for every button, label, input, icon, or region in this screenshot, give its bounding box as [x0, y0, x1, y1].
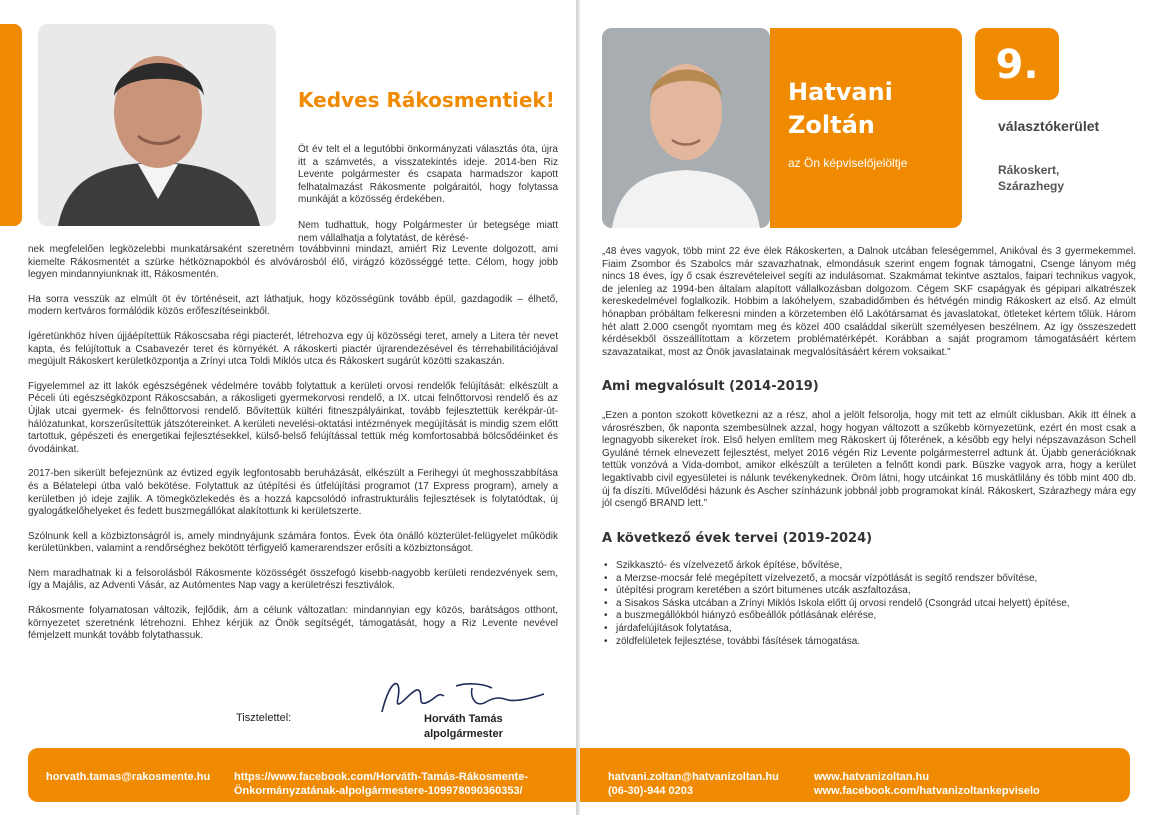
- signer-name: Horváth Tamás: [424, 713, 503, 725]
- list-item: • útépítési program keretében a szórt bitumenes utcák aszfaltozása,: [602, 585, 1136, 598]
- section-heading-plans: A következő évek tervei (2019-2024): [602, 531, 873, 546]
- portrait-photo-hatvani: [602, 28, 770, 228]
- footer-facebook-line2: Önkormányzatának-alpolgármestere-109978090360353/: [234, 785, 523, 797]
- footer-contact: [608, 770, 779, 798]
- candidate-subtitle: az Ön képviselőjelöltje: [788, 156, 908, 170]
- list-item: • járdafelújítások folytatása,: [602, 623, 1136, 636]
- district-area: Szárazhegy: [998, 179, 1065, 193]
- letter-paragraph: Figyelemmel az itt lakók egészségének védelmére tovább folytattuk a kerületi orvosi rendelők felújítását: elkészült a Péceli úti egészségközpont Rákoscsabán, a rákosligeti gyermekorvosi rendelő, a IX. utcai felnőttorvosi rendelő és az Újlak utcai gyermek- és felnőttorvosi rendelő. Bővítettük kültéri fitneszpályáinkat, tovább fejlesztettük kerékpár-út-hálózatunkat, korszerűsítettük játszótereinket. A kerületi nevelési-oktatási intézmények megújítását is mindig szem előtt tartottuk, gépészeti és energetikai fejlesztésekkel, külső-belső felújítással tettük még komfortosabbá bölcsődéinket és óvodáinkat.: [28, 380, 558, 455]
- list-item: • a Merzse-mocsár felé megépített vízelvezető, a mocsár vízpótlását is segítő rendszer bővítése,: [602, 573, 1136, 586]
- achievements-quote: „Ezen a ponton szokott következni az a rész, ahol a jelölt felsorolja, hogy mit tett az elmúlt ciklusban. Akik itt élnek a városrészben, ők naponta szembesülnek azzal, hogy hogyan változott a szűkebb környezetünk, ezért én most csak a legnagyobb sikereket írok. Első helyen említem meg Rákoskert új főterének, a később egy helyi népszavazáson Schell Gyuláné térnek elnevezett fejlesztést, melyet 2016 végén Riz Levente polgármesterrel adtunk át. Újabb generációknak tettük vonzóvá a Vida-dombot, amikor elkészült a területen a felnőtt kondi park. Büszke vagyok arra, hogy a kerület legaktívabb civil egyesületei is nálunk tevékenykednek. Öröm látni, hogy utcáinkat 16 muskátlilány és több mint 400 db. új fa díszíti. Művelődési házunk és Ascher színházunk jobbnál jobb programokat kínál. Rákoskert, Szárazhegy mára egy jól csengő BRAND lett.”: [602, 410, 1136, 510]
- list-item: • a Sisakos Sáska utcában a Zrínyi Miklós Iskola előtt új orvosi rendelő (Csongrád utcai helyett) építése,: [602, 598, 1136, 611]
- signer-block: [424, 712, 503, 742]
- district-number: 9.: [995, 42, 1039, 88]
- candidate-name: [788, 76, 893, 142]
- orange-tab: [0, 24, 22, 226]
- right-page: [580, 0, 1156, 815]
- district-areas: [998, 162, 1064, 194]
- list-item: • Szikkasztó- és vízelvezető árkok építése, bővítése,: [602, 560, 1136, 573]
- signer-title: alpolgármester: [424, 728, 503, 740]
- candidate-intro-quote: „48 éves vagyok, több mint 22 éve élek Rákoskerten, a Dalnok utcában feleségemmel, Anikóval és 3 gyermekemmel. Fiaim Zsombor és Szabolcs már szavazhatnak, elmondásuk szerint engem fognak támogatni, Csenge lányom még nincs 18 éves, így ő csak észrevételeivel segíti az indulásomat. Szakmámat tekintve asztalos, faipari technikus vagyok, de jelenleg az 1994-ben általam alapított vállalkozásban dolgozom. Cégem SKF csapágyak és gépipari alkatrészek kereskedelmével foglalkozik. Hobbim a lakóhelyem, szabadidőmben és hétvégén mindig Rákoskert az első. Az elmúlt hónapban próbáltam felkeresni minden a körzetemben élő Lakótársamat és javaslatokat, ötleteket kértem tőlük. Három hét alatt 2.000 csengőt nyomtam meg és közel 400 családdal sikerült személyesen beszélnem. Az így összeszedett kérdésekből összeállítottam a körzetem problématérképét. Korábban a saját programom támogatásáért kértem szavazataikat, most az Önök javaslatainak megvalósításáért kérem voksaikat.”: [602, 246, 1136, 358]
- section-heading-achievements: Ami megvalósult (2014-2019): [602, 379, 819, 394]
- closing-text: Tisztelettel:: [236, 712, 292, 724]
- letter-paragraph: 2017-ben sikerült befejeznünk az évtized egyik legfontosabb beruházását, elkészült a Ferihegyi út meghosszabbítása és a Bélatelepi útba való bekötése. Folytattuk az útépítési és útfelújítási programot (17 Express program), amely a kerületben jó ideje zajlik. A tömegközlekedés és a hozzá kapcsolódó infrastrukturális fejlesztések is folytatódtak, új gyalogátkelőhelyeket és fedett buszmegállókat alakítottunk ki kerületszerte.: [28, 468, 558, 518]
- list-item: • zöldfelületek fejlesztése, további fásítések támogatása.: [602, 636, 1136, 649]
- district-label: választókerület: [998, 118, 1100, 134]
- district-area: Rákoskert,: [998, 163, 1060, 177]
- letter-paragraph: Nem maradhatnak ki a felsorolásból Rákosmente közösségét összefogó kisebb-nagyobb kerületi rendezvények sem, így a Majális, az Adventi Vásár, az Autómentes Nap vagy a kerületrészi fesztiválok.: [28, 567, 558, 592]
- list-item: • a buszmegállókból hiányzó esőbeállók pótlásának elérése,: [602, 610, 1136, 623]
- letter-paragraph: Ha sorra vesszük az elmúlt öt év történéseit, azt láthatjuk, hogy közösségünk tovább épül, gazdagodik – élhető, modern kertváros formálódik közös erőfeszítéseinkből.: [28, 293, 558, 318]
- letter-body: [28, 244, 558, 655]
- footer-website-link[interactable]: www.hatvanizoltan.hu: [814, 771, 930, 783]
- candidate-first-line: Hatvani: [788, 78, 893, 106]
- footer-email-link[interactable]: hatvani.zoltan@hatvanizoltan.hu: [608, 771, 779, 783]
- candidate-second-line: Zoltán: [788, 111, 875, 139]
- footer-phone: (06-30)-944 0203: [608, 785, 694, 797]
- greeting-heading: Kedves Rákosmentiek!: [298, 88, 555, 112]
- letter-paragraph: Szólnunk kell a közbiztonságról is, amely mindnyájunk számára fontos. Évek óta önálló közterület-felügyelet működik kerületünkben, valamint a rendőrséghez bekötött térfigyelő kamerarendszer erősíti a közbiztonságot.: [28, 530, 558, 555]
- intro-paragraph: Öt év telt el a legutóbbi önkormányzati választás óta, újra itt a számvetés, a visszatekintés ideje. 2014-ben Riz Levente polgármester és csapata harmadszor kapott felhatalmazást Rákosmente polgáraitól, hogy folytassa munkáját a közösség érdekében.: [298, 144, 558, 206]
- letter-paragraph: Ígéretünkhöz híven újjáépítettük Rákoscsaba régi piacterét, létrehozva egy új közösségi teret, amely a Litera tér nevet kapta, és felújítottuk a Csabavezér teret és környékét. A rákoskerti piactér újrarendezésével és térrehabilitációjával megújult Rákoskert kerületközpontja a Zrínyi utca Toldi Miklós utca és Rákoskert sugárút közötti szakaszán.: [28, 330, 558, 368]
- plans-list: [602, 560, 1136, 648]
- footer-facebook-link[interactable]: www.facebook.com/hatvanizoltankepviselo: [814, 785, 1040, 797]
- left-page: [0, 0, 576, 815]
- footer-facebook-link[interactable]: [234, 770, 528, 798]
- portrait-photo-horvath: [38, 24, 276, 226]
- footer-email-link[interactable]: horvath.tamas@rakosmente.hu: [46, 771, 211, 783]
- intro-paragraph-2: Nem tudhattuk, hogy Polgármester úr betegsége miatt nem vállalhatja a folytatást, de kérésé-: [298, 220, 558, 244]
- letter-paragraph: Rákosmente folyamatosan változik, fejlődik, ám a célunk változatlan: mindannyian egy közös, barátságos otthont, környezetet szeretnénk létrehozni. Ehhez kérjük az Önök segítségét, támogatását, hogy a Riz Levente nevével fémjelzett munkát tovább folytathassuk.: [28, 605, 558, 642]
- letter-paragraph: nek megfelelően legközelebbi munkatársaként szeretném továbbvinni mindazt, amiért Riz Levente dolgozott, ami kiemelte Rákosmentét a szürke hétköznapokból és alvóvárosból élő, virágzó közösséggé tette. Célom, hogy jobb legyen mindannyiunknak itt, Rákosmentén.: [28, 244, 558, 281]
- footer-web: [814, 770, 1040, 798]
- footer-facebook-line1: https://www.facebook.com/Horváth-Tamás-Rákosmente-: [234, 771, 528, 783]
